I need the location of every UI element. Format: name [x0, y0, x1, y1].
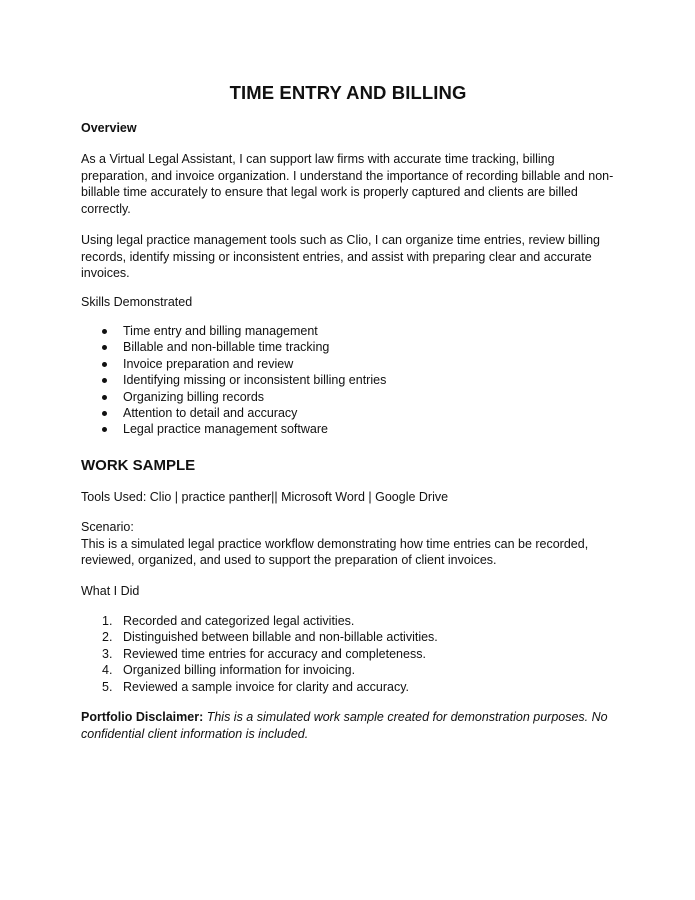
list-item — [81, 405, 386, 421]
list-item — [81, 629, 438, 645]
overview-heading: Overview — [81, 121, 137, 135]
document-title: TIME ENTRY AND BILLING — [229, 82, 467, 103]
skill-text: Identifying missing or inconsistent billing entries — [123, 373, 387, 388]
skill-text: Billable and non-billable time tracking — [123, 340, 330, 355]
portfolio-disclaimer — [81, 709, 615, 742]
list-item — [81, 389, 386, 405]
list-item — [81, 339, 386, 355]
list-item — [81, 356, 386, 372]
skills-label: Skills Demonstrated — [81, 295, 193, 309]
step-text: Recorded and categorized legal activities. — [123, 614, 355, 628]
work-sample-heading: WORK SAMPLE — [81, 457, 196, 474]
skill-text: Organizing billing records — [123, 389, 265, 404]
bullet-icon — [102, 427, 107, 432]
bullet-icon — [102, 395, 107, 400]
step-text: Distinguished between billable and non-billable activities. — [123, 630, 438, 645]
overview-paragraph-2: Using legal practice management tools such as Clio, I can organize time entries, review billing records, identify missing or inconsistent entries, and assist with preparing clear and accurate invoices. — [81, 233, 601, 280]
skill-text: Invoice preparation and review — [123, 356, 294, 371]
disclaimer-lead: Portfolio Disclaimer: — [81, 710, 204, 724]
step-text: Reviewed a sample invoice for clarity and accuracy. — [123, 679, 410, 694]
step-number: 2. — [102, 630, 113, 645]
bullet-icon — [102, 378, 107, 383]
bullet-icon — [102, 411, 107, 416]
skill-text: Attention to detail and accuracy — [123, 406, 298, 421]
steps-list — [81, 613, 438, 695]
list-item — [81, 323, 386, 339]
list-item — [81, 646, 438, 662]
bullet-icon — [102, 329, 107, 334]
scenario-block — [81, 519, 615, 569]
list-item — [81, 421, 386, 437]
step-number: 3. — [102, 646, 113, 661]
what-i-did-label: What I Did — [81, 584, 140, 598]
overview-paragraph-1: As a Virtual Legal Assistant, I can support law firms with accurate time tracking, billing preparation, and invoice organization. I understand the importance of recording billable and non-billable time accurately to ensure that legal work is properly captured and clients are billed correctly. — [81, 152, 614, 216]
list-item — [81, 613, 438, 629]
list-item — [81, 372, 386, 388]
skills-list — [81, 323, 386, 438]
list-item — [81, 662, 438, 678]
skill-text: Legal practice management software — [123, 422, 328, 437]
step-text: Organized billing information for invoicing. — [123, 663, 356, 678]
step-number: 1. — [102, 614, 113, 628]
step-text: Reviewed time entries for accuracy and completeness. — [123, 646, 426, 661]
step-number: 4. — [102, 663, 113, 678]
skill-text: Time entry and billing management — [123, 324, 318, 338]
tools-used: Tools Used: Clio | practice panther|| Microsoft Word | Google Drive — [81, 490, 449, 504]
bullet-icon — [102, 362, 107, 367]
bullet-icon — [102, 345, 107, 350]
scenario-text: This is a simulated legal practice workflow demonstrating how time entries can be recorded, reviewed, organized, and used to support the preparation of client invoices. — [81, 536, 589, 567]
disclaimer-text: This is a simulated work sample created for demonstration purposes. No confidential client information is included. — [81, 710, 608, 741]
scenario-label: Scenario: — [81, 520, 134, 534]
step-number: 5. — [102, 679, 113, 694]
list-item — [81, 679, 438, 695]
